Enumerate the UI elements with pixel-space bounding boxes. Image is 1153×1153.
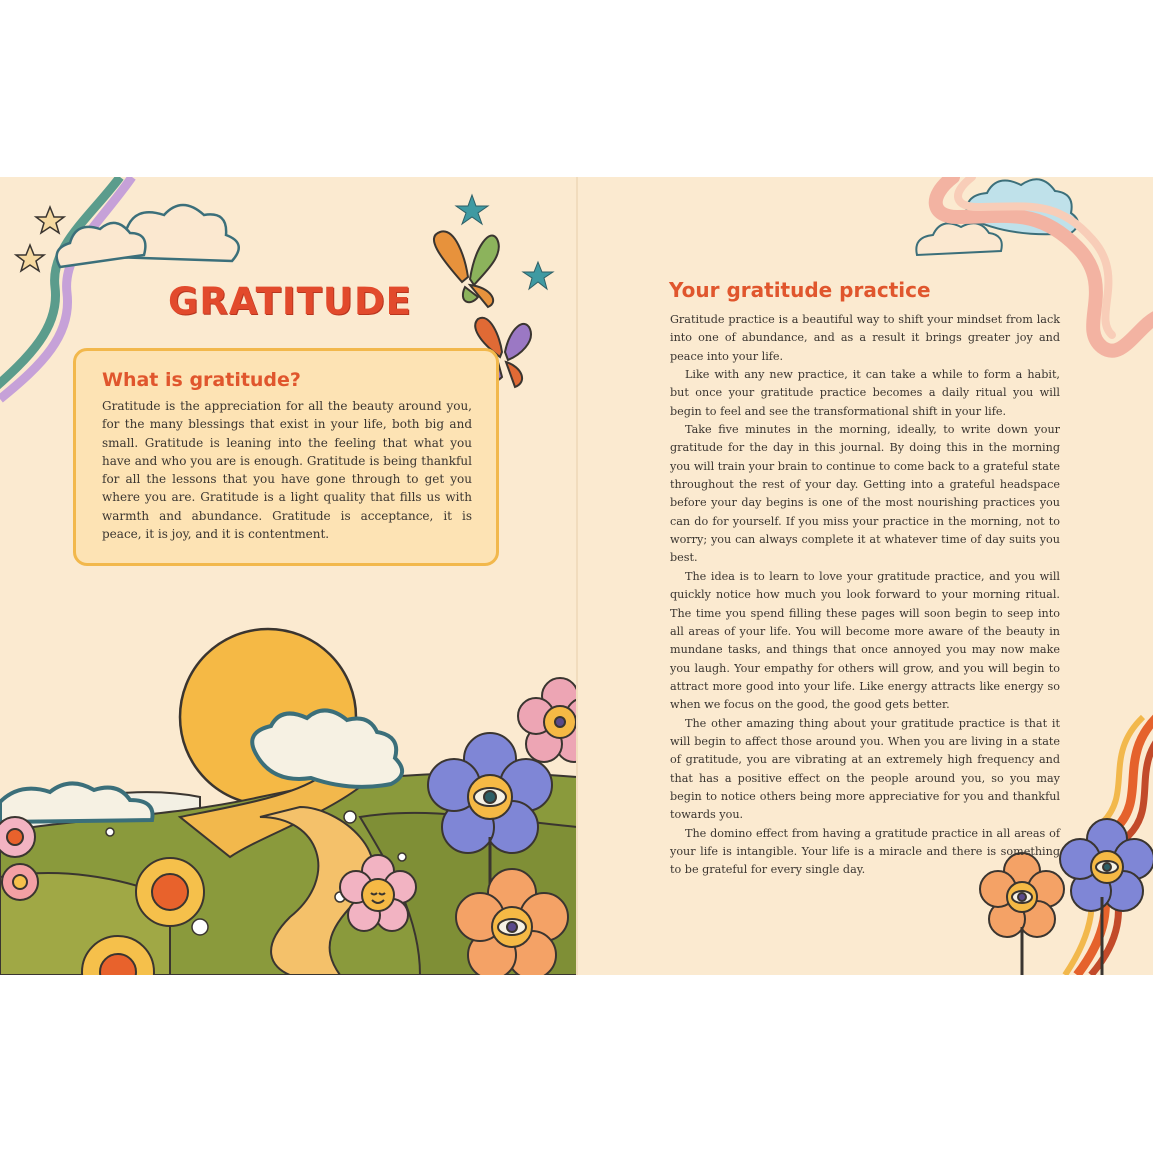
paragraph: The other amazing thing about your gratitude practice is that it will begin to affect those around you. When you are living in a state of gratitude, you are vibrating at an extremely high frequency and that has a positive effect on the people around you, so you may begin to notice others being more appreciative for you and thankful towards you.	[670, 716, 1060, 822]
page-title: GRATITUDE	[168, 280, 412, 323]
left-page	[0, 177, 577, 975]
what-is-gratitude-box	[73, 348, 499, 566]
right-page	[577, 177, 1153, 975]
box-text: Gratitude is the appreciation for all the beauty around you, for the many blessings that exist in your life, both big and small. Gratitude is leaning into the feeling that what you have and who you are is enough. Gratitude is being thankful for all the lessons that you have gone through to get you where you are. Gratitude is a light quality that fills us with warmth and abundance. Gratitude is acceptance, it is peace, it is joy, and it is contentment.	[102, 399, 472, 542]
paragraph: The idea is to learn to love your gratitude practice, and you will quickly notice how much you look forward to your morning ritual. The time you spend filling these pages will soon begin to seep into all areas of your life. You will become more aware of the beauty in mundane tasks, and things that once annoyed you may now make you laugh. Your empathy for others will grow, and you will begin to attract more good into your life. Like energy attracts like energy so when we focus on the good, the good gets better.	[670, 569, 1060, 712]
paragraph: The domino effect from having a gratitude practice in all areas of your life is intangible. Your life is a miracle and there is something to be grateful for every single day.	[670, 826, 1060, 877]
cloud-icon	[916, 223, 1001, 255]
practice-body	[670, 311, 1060, 880]
box-heading: What is gratitude?	[102, 369, 301, 391]
paragraph: Gratitude practice is a beautiful way to shift your mindset from lack into one of abundance, and as a result it brings greater joy and peace into your life.	[670, 313, 1060, 363]
book-spread	[0, 177, 1153, 975]
paragraph: Take five minutes in the morning, ideally, to write down your gratitude for the day in this journal. By doing this in the morning you will train your brain to continue to come back to a grateful state throughout the rest of your day. Getting into a grateful headspace before your day begins is one of the most nourishing practices you can do for yourself. If you miss your practice in the morning, not to worry; you can always complete it at whatever time of day suits you best.	[670, 423, 1060, 565]
practice-heading: Your gratitude practice	[669, 278, 931, 302]
paragraph: Like with any new practice, it can take a while to form a habit, but once your gratitude practice becomes a daily ritual you will begin to feel and see the transformational shift in your life.	[670, 368, 1060, 418]
butterfly-icon	[434, 231, 499, 307]
